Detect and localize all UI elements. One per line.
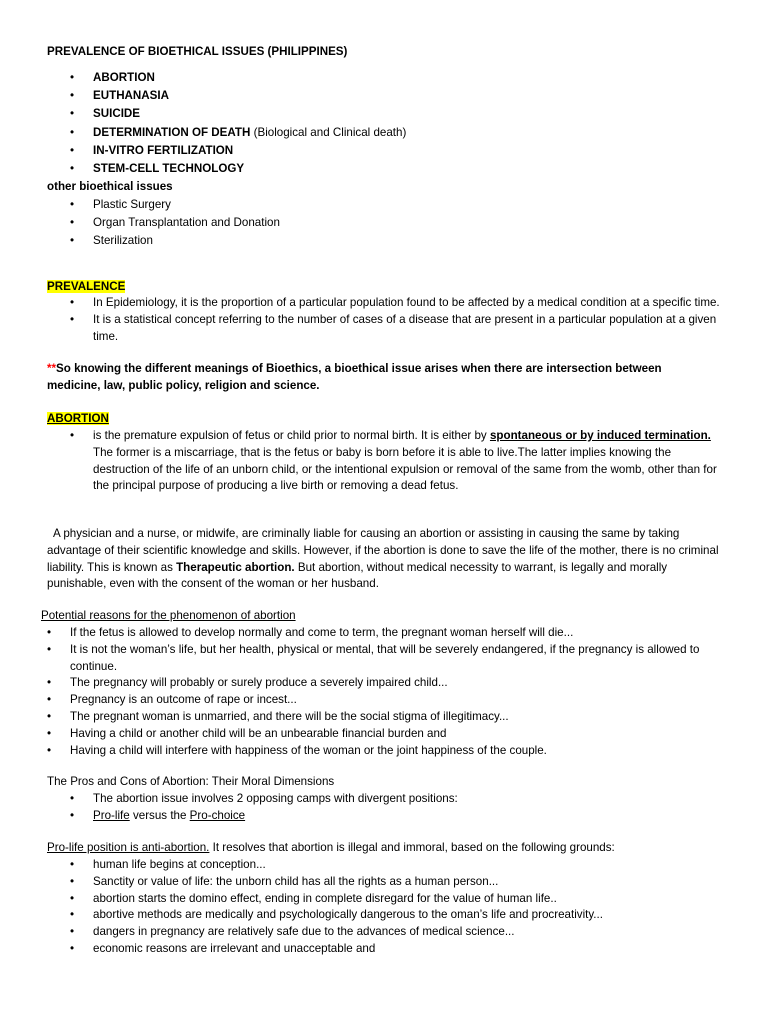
definition-text-b: The former is a miscarriage, that is the fetus or baby is born before it is able to live.The latter implies knowing the destruction of the life of an unborn child, or the intentional expulsion or removal of the same from the womb, other than for the principal purpose of producing a live birth or removing a dead fetus. — [93, 445, 717, 493]
abortion-heading-text: ABORTION — [47, 412, 109, 425]
definition-emphasis: spontaneous or by induced termination. — [489, 429, 711, 442]
versus-text: versus the — [129, 808, 190, 822]
list-item: • abortion starts the domino effect, ending in complete disregard for the value of human life.. — [93, 891, 723, 908]
list-item: • It is a statistical concept referring to the number of cases of a disease that are present in a particular population at a given time. — [93, 312, 733, 346]
bioethical-issues-list — [93, 70, 406, 178]
list-item: • In Epidemiology, it is the proportion of a particular population found to be affected by a medical condition at a specific time. — [93, 295, 733, 312]
reasons-list — [70, 625, 722, 759]
list-item: • SUICIDE — [93, 106, 406, 123]
list-item: • The pregnancy will probably or surely produce a severely impaired child... — [70, 675, 722, 692]
pro-life-grounds-list — [93, 857, 723, 958]
list-item: • Sterilization — [93, 233, 280, 250]
list-item: • EUTHANASIA — [93, 88, 406, 105]
prevalence-heading-text: PREVALENCE — [47, 280, 126, 293]
therapeutic-abortion-term: Therapeutic abortion. — [176, 560, 295, 574]
abortion-definition-list — [93, 428, 719, 495]
prevalence-note — [47, 361, 717, 395]
liability-paragraph — [47, 526, 719, 593]
note-text: So knowing the different meanings of Bioethics, a bioethical issue arises when there are intersection between medicine, law, public policy, religion and science. — [47, 362, 662, 392]
list-item: • economic reasons are irrelevant and unacceptable and — [93, 941, 723, 958]
pros-cons-list — [93, 791, 458, 825]
pro-life-heading-emphasis: Pro-life position is anti-abortion. — [47, 841, 210, 854]
pro-choice-term: Pro-choice — [189, 808, 246, 822]
list-item: • human life begins at conception... — [93, 857, 723, 874]
paragraph-text-c: But abortion, without medical necessity to warrant, is legally and morally punishable, even with the consent of the woman or her husband. — [47, 560, 668, 591]
page-title: PREVALENCE OF BIOETHICAL ISSUES (PHILIPPINES) — [47, 45, 348, 58]
paragraph-text-a: A physician and a nurse, or midwife, are criminally liable for causing an abortion or assisting in causing the same by taking advantage of their scientific knowledge and skills. However, if the abortion is done to save the life of the mother, there is no criminal liability. This is known as — [47, 527, 719, 574]
prevalence-list — [93, 295, 733, 345]
list-item — [93, 125, 406, 142]
pro-life-heading — [47, 840, 727, 857]
list-item: • IN-VITRO FERTILIZATION — [93, 143, 406, 160]
list-item: • Plastic Surgery — [93, 197, 280, 214]
list-item: • abortive methods are medically and psychologically dangerous to the oman’s life and procreativity... — [93, 907, 723, 924]
list-item: • Sanctity or value of life: the unborn child has all the rights as a human person... — [93, 874, 723, 891]
pro-life-term: Pro-life — [93, 808, 130, 822]
pros-cons-heading: The Pros and Cons of Abortion: Their Moral Dimensions — [47, 775, 335, 788]
list-item: • If the fetus is allowed to develop normally and come to term, the pregnant woman herself will die... — [70, 625, 722, 642]
other-issues-heading: other bioethical issues — [47, 180, 173, 193]
pro-life-heading-text: It resolves that abortion is illegal and immoral, based on the following grounds: — [209, 841, 615, 854]
list-item: • Having a child or another child will be an unbearable financial burden and — [70, 726, 722, 743]
list-item: • Organ Transplantation and Donation — [93, 215, 280, 232]
list-item: • STEM-CELL TECHNOLOGY — [93, 161, 406, 178]
list-item-note: (Biological and Clinical death) — [250, 125, 407, 139]
reasons-heading: Potential reasons for the phenomenon of abortion — [41, 609, 296, 622]
list-item: • Having a child will interfere with happiness of the woman or the joint happiness of the couple. — [70, 743, 722, 760]
list-item: • dangers in pregnancy are relatively safe due to the advances of medical science... — [93, 924, 723, 941]
list-item: • The pregnant woman is unmarried, and there will be the social stigma of illegitimacy... — [70, 709, 722, 726]
other-issues-list — [93, 197, 280, 250]
list-item: • It is not the woman’s life, but her health, physical or mental, that will be severely endangered, if the pregnancy is allowed to continue. — [70, 642, 722, 676]
list-item — [93, 428, 719, 495]
note-marker: ** — [47, 362, 57, 375]
definition-text-a: is the premature expulsion of fetus or child prior to normal birth. It is either by — [93, 429, 490, 442]
list-item-label: DETERMINATION OF DEATH — [93, 125, 251, 139]
list-item — [93, 808, 458, 825]
list-item: • Pregnancy is an outcome of rape or incest... — [70, 692, 722, 709]
prevalence-heading — [47, 279, 125, 296]
list-item: • The abortion issue involves 2 opposing camps with divergent positions: — [93, 791, 458, 808]
list-item: • ABORTION — [93, 70, 406, 87]
abortion-heading — [47, 411, 109, 428]
